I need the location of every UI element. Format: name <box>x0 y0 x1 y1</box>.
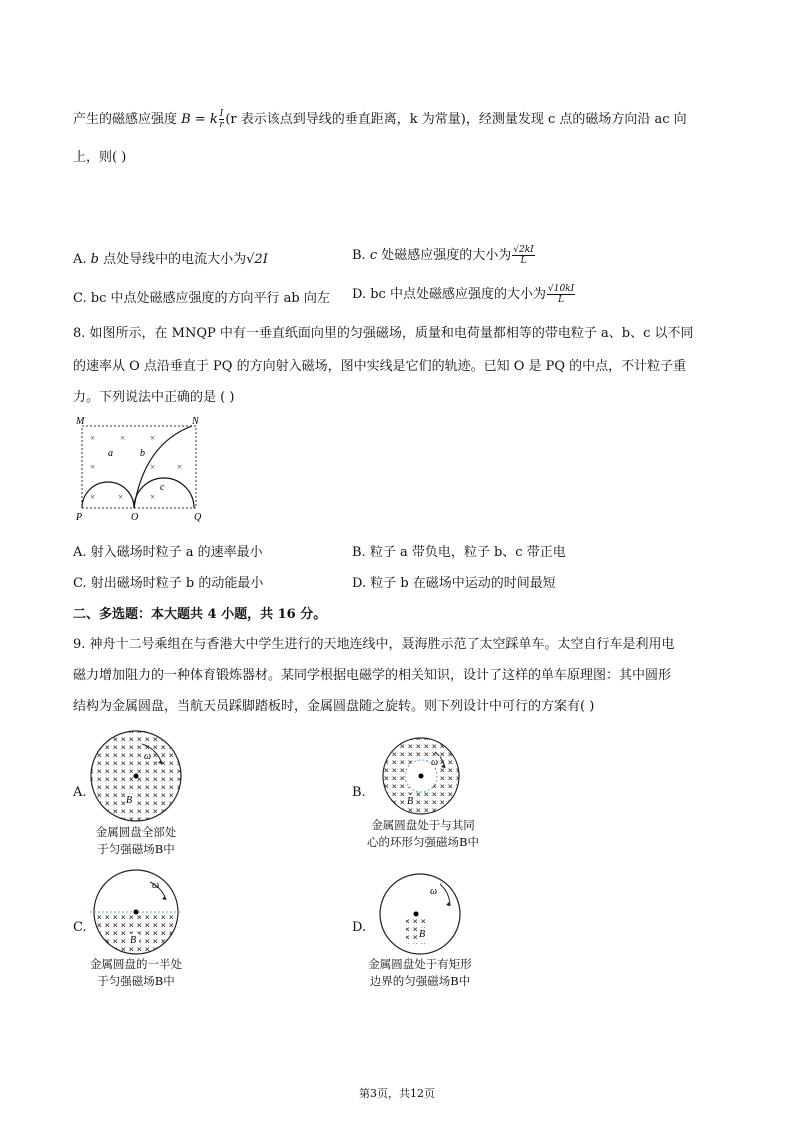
cross-mark: × <box>118 492 124 502</box>
caption-line: 于匀强磁场B中 <box>97 842 175 856</box>
q9-line2: 磁力增加阻力的一种体育锻炼器材。某同学根据电磁学的相关知识，设计了这样的单车原理图：其中圆形 <box>73 668 672 683</box>
q9-figure-a <box>88 728 184 824</box>
q9-option-d-caption <box>355 956 485 990</box>
q7-option-d-label: D. <box>352 287 367 302</box>
q9-figure-c <box>88 866 184 956</box>
q8-option-d: D. 粒子 b 在磁场中运动的时间最短 <box>352 576 556 591</box>
q8-option-a: A. 射入磁场时粒子 a 的速率最小 <box>73 545 263 560</box>
label-N: N <box>192 416 199 427</box>
q9-figure-d <box>372 870 468 956</box>
caption-line: 金属圆盘处于与其同 <box>371 818 475 832</box>
q9-option-c-label: C. <box>73 920 87 935</box>
q9-option-a-caption <box>86 824 186 858</box>
cross-mark: × <box>90 433 96 443</box>
q7-line1 <box>73 108 687 130</box>
cross-mark: × <box>90 462 96 472</box>
q9-figure-b <box>375 735 467 817</box>
q7-option-d <box>352 283 576 305</box>
caption-line: 金属圆盘的一半处 <box>90 957 182 971</box>
q7-option-d-frac <box>547 284 575 305</box>
q7-line2: 上，则( ) <box>73 150 127 165</box>
cross-mark: × <box>120 433 126 443</box>
q7-option-d-text: bc 中点处磁感应强度的大小为 <box>370 287 546 302</box>
cross-mark: × <box>150 462 156 472</box>
label-a: a <box>108 448 113 459</box>
b-label: B <box>130 935 137 946</box>
cross-mark: × <box>150 433 156 443</box>
q7-option-a-value: √2I <box>246 252 268 267</box>
q9-option-a-label: A. <box>73 785 87 800</box>
label-M: M <box>76 416 85 427</box>
q7-line1-a: 产生的磁感应强度 <box>73 112 178 127</box>
q7-option-d-den: L <box>558 295 565 305</box>
q9-option-b-label: B. <box>352 785 366 800</box>
omega-label: ω <box>144 751 152 762</box>
q7-option-c-label: C. <box>73 291 87 306</box>
label-O: O <box>131 512 139 523</box>
q9-option-b-caption <box>358 817 488 851</box>
caption-line: 于匀强磁场B中 <box>97 974 175 988</box>
cross-mark: × <box>177 462 183 472</box>
q7-option-a-text: 点处导线中的电流大小为 <box>99 252 247 267</box>
label-P: P <box>76 512 83 523</box>
q7-option-b-var: c <box>369 248 378 263</box>
disk-center <box>134 910 139 915</box>
q7-option-a-var: b <box>90 252 99 267</box>
disk-center <box>414 912 419 917</box>
b-label: B <box>419 929 426 940</box>
arrow-head <box>162 896 166 900</box>
q8-option-b: B. 粒子 a 带负电，粒子 b、c 带正电 <box>352 545 566 560</box>
q7-formula-num: I <box>219 109 224 119</box>
q9-line1: 9. 神舟十二号乘组在与香港大中学生进行的天地连线中，聂海胜示范了太空踩单车。太空自行车是利用电 <box>73 637 675 652</box>
cross-mark: × <box>90 492 96 502</box>
section-heading: 二、多选题：本大题共 4 小题，共 16 分。 <box>73 607 327 622</box>
q7-option-b-frac <box>512 245 534 266</box>
q7-option-d-num: √10kI <box>547 284 575 294</box>
label-b: b <box>140 448 145 459</box>
q7-option-b <box>352 244 536 266</box>
page-number: 第3页，共12页 <box>359 1087 435 1100</box>
q7-line1-b: (r 表示该点到导线的垂直距离，k 为常量)，经测量发现 c 点的磁场方向沿 ac 向 <box>225 112 687 127</box>
q7-option-a-label: A. <box>73 252 87 267</box>
label-c: c <box>160 482 165 493</box>
omega-label: ω <box>431 757 439 768</box>
b-label: B <box>407 796 414 807</box>
q7-option-b-label: B. <box>352 248 366 263</box>
q7-formula-den: r <box>219 120 224 130</box>
q7-option-c <box>73 287 330 306</box>
field-crosses <box>90 433 182 502</box>
caption-line: 金属圆盘全部处 <box>95 825 177 839</box>
q7-formula-B: B = k <box>181 112 218 127</box>
caption-line: 边界的匀强磁场B中 <box>369 974 471 988</box>
q8-line1: 8. 如图所示，在 MNQP 中有一垂直纸面向里的匀强磁场，质量和电荷量都相等的带电粒子 a、b、c 以不同 <box>73 326 694 341</box>
q9-option-d-label: D. <box>352 920 367 935</box>
q7-option-b-num: √2kI <box>513 245 534 255</box>
caption-line: 心的环形匀强磁场B中 <box>367 835 479 849</box>
cross-mark: × <box>150 492 156 502</box>
q8-figure <box>74 414 214 526</box>
q7-option-b-den: L <box>520 256 527 266</box>
disk-center <box>134 774 139 779</box>
q9-option-c-caption <box>86 956 186 990</box>
b-label: B <box>126 795 133 806</box>
caption-line: 金属圆盘处于有矩形 <box>368 957 472 971</box>
q7-option-a <box>73 248 268 267</box>
q8-line3: 力。下列说法中正确的是 ( ) <box>73 390 235 405</box>
q7-option-b-text: 处磁感应强度的大小为 <box>377 248 512 263</box>
q8-line2: 的速率从 O 点沿垂直于 PQ 的方向射入磁场，图中实线是它们的轨迹。已知 O 是 PQ 的中点，不计粒子重 <box>73 359 687 374</box>
omega-label: ω <box>152 880 160 891</box>
q8-option-c: C. 射出磁场时粒子 b 的动能最小 <box>73 576 264 591</box>
trajectory-b <box>134 426 192 508</box>
q9-line3: 结构为金属圆盘，当航天员踩脚踏板时，金属圆盘随之旋转。则下列设计中可行的方案有( ) <box>73 699 595 714</box>
omega-label: ω <box>430 886 438 897</box>
q7-formula-frac <box>219 109 225 130</box>
disk-center <box>419 774 424 779</box>
label-Q: Q <box>194 512 202 523</box>
q7-option-c-text: bc 中点处磁感应强度的方向平行 ab 向左 <box>90 291 330 306</box>
